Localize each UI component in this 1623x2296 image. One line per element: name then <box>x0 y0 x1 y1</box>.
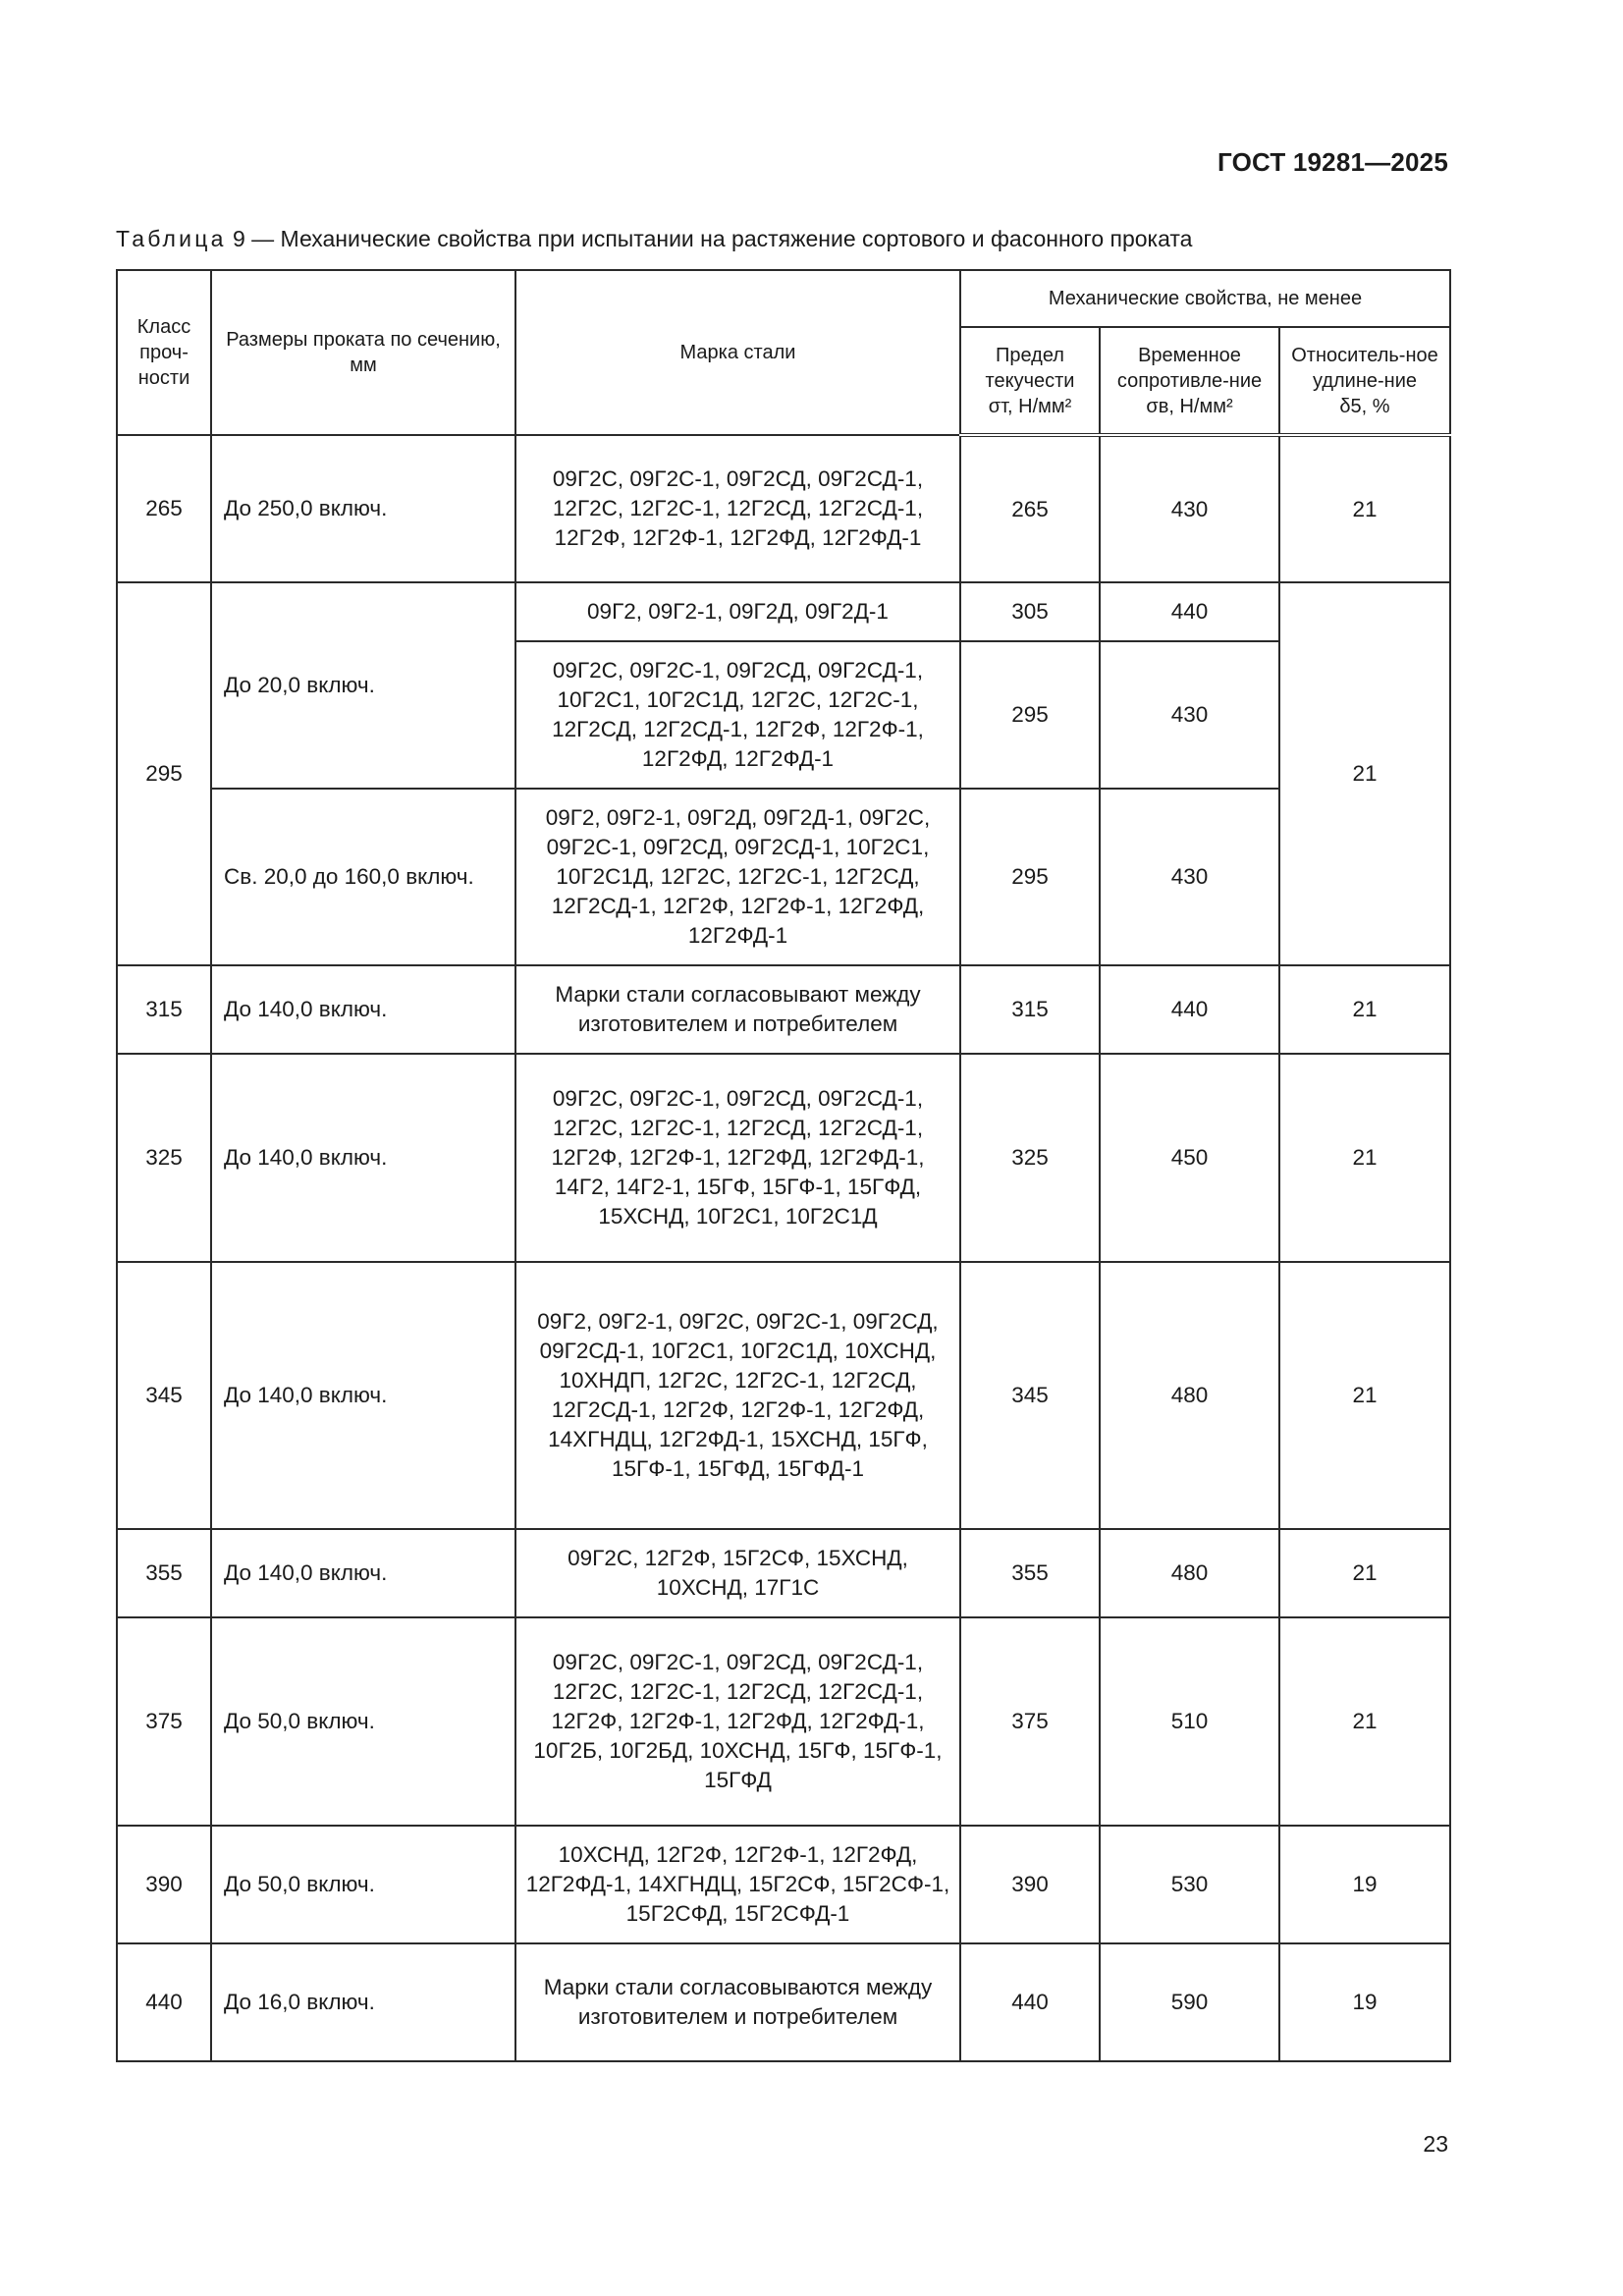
caption-text: 9 — Механические свойства при испытании на растяжение сортового и фасонного проката <box>226 226 1193 251</box>
table-row <box>117 1943 1450 2061</box>
cell-elongation: 21 <box>1279 1529 1450 1617</box>
cell-grades: 09Г2, 09Г2-1, 09Г2С, 09Г2С-1, 09Г2СД, 09Г2СД-1, 10Г2С1, 10Г2С1Д, 10ХСНД, 10ХНДП, 12Г2С, 12Г2С-1, 12Г2СД, 12Г2СД-1, 12Г2Ф, 12Г2Ф-1, 12Г2ФД, 14ХГНДЦ, 12Г2ФД-1, 15ХСНД, 15ГФ, 15ГФ-1, 15ГФД, 15ГФД-1 <box>515 1262 960 1529</box>
table-row <box>117 1826 1450 1943</box>
cell-class: 325 <box>117 1054 211 1262</box>
cell-yield: 305 <box>960 582 1100 641</box>
cell-grades: 10ХСНД, 12Г2Ф, 12Г2Ф-1, 12Г2ФД, 12Г2ФД-1, 14ХГНДЦ, 15Г2СФ, 15Г2СФ-1, 15Г2СФД, 15Г2СФД-1 <box>515 1826 960 1943</box>
cell-tensile: 430 <box>1100 641 1279 789</box>
cell-size: До 250,0 включ. <box>211 435 515 582</box>
cell-class: 315 <box>117 965 211 1054</box>
cell-yield: 315 <box>960 965 1100 1054</box>
cell-grades: 09Г2С, 09Г2С-1, 09Г2СД, 09Г2СД-1, 12Г2С, 12Г2С-1, 12Г2СД, 12Г2СД-1, 12Г2Ф, 12Г2Ф-1, 12Г2ФД, 12Г2ФД-1 <box>515 435 960 582</box>
cell-grades: 09Г2, 09Г2-1, 09Г2Д, 09Г2Д-1 <box>515 582 960 641</box>
caption-lead: Таблица <box>116 226 227 251</box>
table-row <box>117 789 1450 965</box>
cell-grades: 09Г2, 09Г2-1, 09Г2Д, 09Г2Д-1, 09Г2С, 09Г2С-1, 09Г2СД, 09Г2СД-1, 10Г2С1, 10Г2С1Д, 12Г2С, 12Г2С-1, 12Г2СД, 12Г2СД-1, 12Г2Ф, 12Г2Ф-1, 12Г2ФД, 12Г2ФД-1 <box>515 789 960 965</box>
cell-elongation: 19 <box>1279 1826 1450 1943</box>
cell-elongation: 21 <box>1279 1054 1450 1262</box>
cell-yield: 295 <box>960 641 1100 789</box>
cell-elongation: 21 <box>1279 1617 1450 1826</box>
header-tensile: Временное сопротивле-ние σв, Н/мм² <box>1100 327 1279 435</box>
cell-tensile: 590 <box>1100 1943 1279 2061</box>
cell-grades: 09Г2С, 12Г2Ф, 15Г2СФ, 15ХСНД, 10ХСНД, 17Г1С <box>515 1529 960 1617</box>
cell-yield: 390 <box>960 1826 1100 1943</box>
header-elongation: Относитель-ное удлине-ние δ5, % <box>1279 327 1450 435</box>
cell-size: Св. 20,0 до 160,0 включ. <box>211 789 515 965</box>
cell-tensile: 510 <box>1100 1617 1279 1826</box>
table-row <box>117 1262 1450 1529</box>
header-mechanical-properties: Механические свойства, не менее <box>960 270 1450 327</box>
table-caption <box>116 226 1192 252</box>
cell-elongation: 19 <box>1279 1943 1450 2061</box>
cell-class: 345 <box>117 1262 211 1529</box>
table-row <box>117 1617 1450 1826</box>
header-size: Размеры проката по сечению, мм <box>211 270 515 435</box>
cell-yield: 375 <box>960 1617 1100 1826</box>
cell-size: До 20,0 включ. <box>211 582 515 789</box>
cell-yield: 325 <box>960 1054 1100 1262</box>
cell-tensile: 440 <box>1100 965 1279 1054</box>
cell-tensile: 530 <box>1100 1826 1279 1943</box>
cell-tensile: 430 <box>1100 789 1279 965</box>
page-number: 23 <box>1423 2131 1448 2157</box>
cell-elongation: 21 <box>1279 582 1450 965</box>
cell-size: До 50,0 включ. <box>211 1826 515 1943</box>
cell-elongation: 21 <box>1279 965 1450 1054</box>
cell-size: До 140,0 включ. <box>211 1262 515 1529</box>
cell-yield: 440 <box>960 1943 1100 2061</box>
header-class: Класс проч-ности <box>117 270 211 435</box>
cell-elongation: 21 <box>1279 435 1450 582</box>
cell-size: До 140,0 включ. <box>211 965 515 1054</box>
cell-size: До 140,0 включ. <box>211 1054 515 1262</box>
table-row <box>117 965 1450 1054</box>
cell-elongation: 21 <box>1279 1262 1450 1529</box>
cell-size: До 16,0 включ. <box>211 1943 515 2061</box>
cell-yield: 345 <box>960 1262 1100 1529</box>
cell-yield: 355 <box>960 1529 1100 1617</box>
cell-class: 295 <box>117 582 211 965</box>
cell-tensile: 440 <box>1100 582 1279 641</box>
cell-tensile: 480 <box>1100 1529 1279 1617</box>
cell-class: 375 <box>117 1617 211 1826</box>
cell-size: До 140,0 включ. <box>211 1529 515 1617</box>
cell-grades: Марки стали согласовывают между изготовителем и потребителем <box>515 965 960 1054</box>
mechanical-properties-table <box>116 269 1451 2062</box>
cell-tensile: 450 <box>1100 1054 1279 1262</box>
table-row <box>117 582 1450 641</box>
table-row <box>117 1054 1450 1262</box>
table-row <box>117 435 1450 582</box>
cell-tensile: 480 <box>1100 1262 1279 1529</box>
cell-class: 265 <box>117 435 211 582</box>
cell-grades: 09Г2С, 09Г2С-1, 09Г2СД, 09Г2СД-1, 10Г2С1, 10Г2С1Д, 12Г2С, 12Г2С-1, 12Г2СД, 12Г2СД-1, 12Г2Ф, 12Г2Ф-1, 12Г2ФД, 12Г2ФД-1 <box>515 641 960 789</box>
cell-class: 440 <box>117 1943 211 2061</box>
cell-grades: 09Г2С, 09Г2С-1, 09Г2СД, 09Г2СД-1, 12Г2С, 12Г2С-1, 12Г2СД, 12Г2СД-1, 12Г2Ф, 12Г2Ф-1, 12Г2ФД, 12Г2ФД-1, 14Г2, 14Г2-1, 15ГФ, 15ГФ-1, 15ГФД, 15ХСНД, 10Г2С1, 10Г2С1Д <box>515 1054 960 1262</box>
cell-tensile: 430 <box>1100 435 1279 582</box>
cell-size: До 50,0 включ. <box>211 1617 515 1826</box>
header-yield: Предел текучести σт, Н/мм² <box>960 327 1100 435</box>
doc-header: ГОСТ 19281—2025 <box>1217 147 1448 177</box>
table-row <box>117 1529 1450 1617</box>
cell-class: 355 <box>117 1529 211 1617</box>
cell-yield: 265 <box>960 435 1100 582</box>
cell-yield: 295 <box>960 789 1100 965</box>
header-grade: Марка стали <box>515 270 960 435</box>
cell-grades: 09Г2С, 09Г2С-1, 09Г2СД, 09Г2СД-1, 12Г2С, 12Г2С-1, 12Г2СД, 12Г2СД-1, 12Г2Ф, 12Г2Ф-1, 12Г2ФД, 12Г2ФД-1, 10Г2Б, 10Г2БД, 10ХСНД, 15ГФ, 15ГФ-1, 15ГФД <box>515 1617 960 1826</box>
cell-grades: Марки стали согласовываются между изготовителем и потребителем <box>515 1943 960 2061</box>
cell-class: 390 <box>117 1826 211 1943</box>
